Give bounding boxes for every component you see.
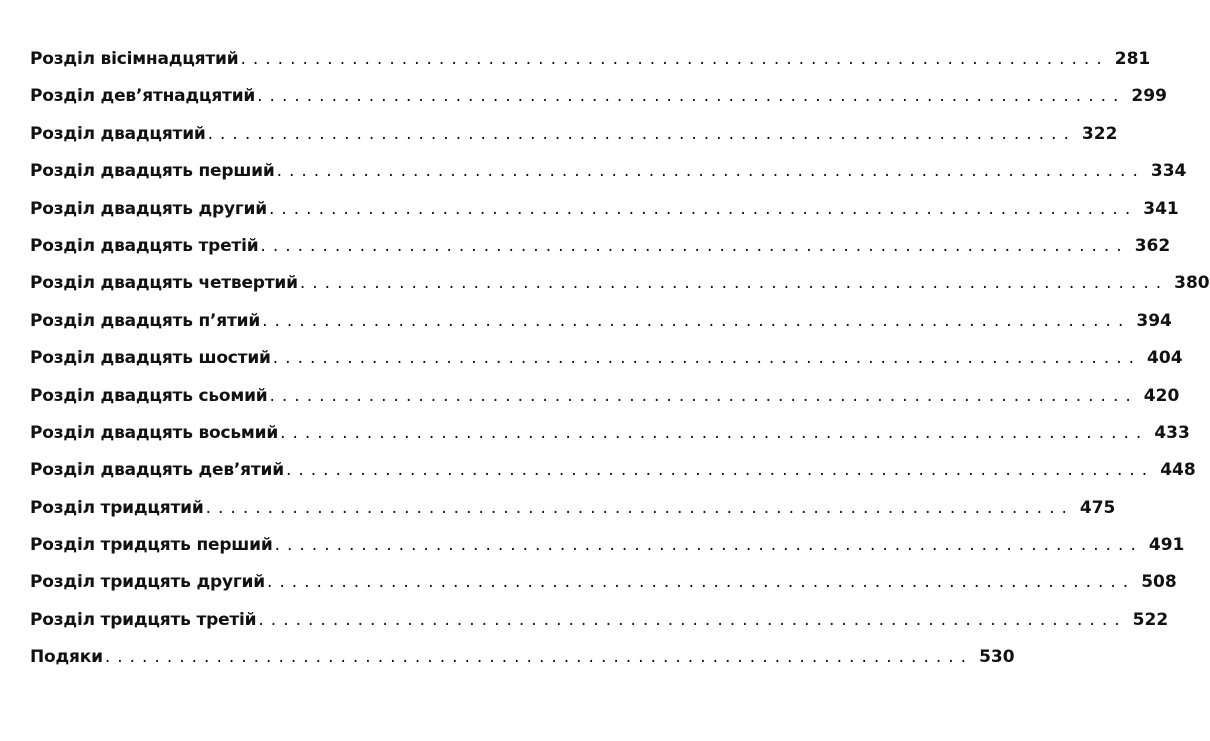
toc-entry-page: 394	[1136, 310, 1172, 331]
dot-leader: ......................................................................	[205, 497, 1074, 518]
dot-leader: ......................................................................	[258, 609, 1127, 630]
toc-entry-page: 491	[1148, 535, 1185, 556]
toc-entry-title: Розділ двадцять восьмий	[30, 422, 279, 443]
dot-leader: ......................................................................	[260, 235, 1129, 256]
toc-entry-title: Розділ тридцять другий	[30, 572, 265, 593]
dot-leader: ......................................................................	[266, 572, 1136, 593]
toc-entry-page: 522	[1132, 609, 1169, 630]
toc-entry[interactable]	[30, 194, 1179, 231]
toc-entry-page: 281	[1114, 49, 1151, 69]
toc-entry-title: Подяки	[30, 647, 103, 668]
toc-entry-title: Розділ двадцять сьомий	[30, 385, 268, 406]
toc-entry[interactable]	[30, 156, 1187, 193]
dot-leader: ......................................................................	[299, 273, 1169, 294]
toc-entry[interactable]	[30, 605, 1169, 642]
toc-entry-title: Розділ тридцять перший	[30, 535, 273, 556]
toc-entry[interactable]	[30, 567, 1177, 604]
dot-leader: ......................................................................	[274, 535, 1143, 556]
dot-leader: ......................................................................	[268, 198, 1138, 219]
dot-leader: ......................................................................	[207, 123, 1076, 144]
toc-entry-title: Розділ двадцять дев’ятий	[30, 460, 284, 481]
toc-entry[interactable]	[30, 44, 1151, 81]
toc-entry-title: Розділ двадцять четвертий	[30, 273, 298, 294]
toc-entry[interactable]	[30, 381, 1180, 418]
toc-entry-page: 299	[1131, 86, 1167, 107]
dot-leader: ......................................................................	[240, 49, 1109, 69]
dot-leader: ......................................................................	[104, 647, 974, 668]
toc-entry[interactable]	[30, 268, 1210, 305]
toc-entry-title: Розділ двадцять перший	[30, 161, 275, 182]
toc-entry-title: Розділ двадцятий	[30, 123, 206, 144]
toc-entry-title: Розділ тридцятий	[30, 497, 204, 518]
toc-entry-title: Розділ двадцять шостий	[30, 348, 271, 369]
toc-entry-page: 322	[1081, 123, 1118, 144]
dot-leader: ......................................................................	[272, 348, 1142, 369]
toc-entry-page: 380	[1174, 273, 1210, 294]
toc-entry-page: 433	[1154, 422, 1190, 443]
dot-leader: ......................................................................	[276, 161, 1145, 182]
table-of-contents	[30, 44, 1210, 680]
toc-entry-page: 448	[1160, 460, 1196, 481]
toc-entry[interactable]	[30, 455, 1196, 492]
dot-leader: ......................................................................	[280, 422, 1149, 443]
toc-entry-page: 420	[1143, 385, 1180, 406]
toc-entry-title: Розділ дев’ятнадцятий	[30, 86, 256, 107]
toc-entry-page: 475	[1079, 497, 1116, 518]
toc-entry[interactable]	[30, 343, 1183, 380]
toc-entry-title: Розділ вісімнадцятий	[30, 49, 239, 69]
toc-entry[interactable]	[30, 418, 1190, 455]
dot-leader: ......................................................................	[285, 460, 1155, 481]
toc-entry-page: 508	[1141, 572, 1177, 593]
toc-entry-page: 404	[1147, 348, 1183, 369]
toc-entry-title: Розділ двадцять другий	[30, 198, 267, 219]
toc-entry-title: Розділ двадцять п’ятий	[30, 310, 261, 331]
dot-leader: ......................................................................	[257, 86, 1126, 107]
dot-leader: ......................................................................	[269, 385, 1138, 406]
toc-entry[interactable]	[30, 493, 1116, 530]
toc-entry-page: 530	[979, 647, 1015, 668]
toc-entry[interactable]	[30, 642, 1015, 679]
toc-entry[interactable]	[30, 81, 1167, 118]
toc-entry-page: 362	[1134, 235, 1171, 256]
toc-entry-title: Розділ двадцять третій	[30, 235, 259, 256]
toc-entry-title: Розділ тридцять третій	[30, 609, 257, 630]
toc-entry-page: 341	[1143, 198, 1179, 219]
toc-entry-page: 334	[1150, 161, 1187, 182]
toc-entry[interactable]	[30, 119, 1118, 156]
toc-entry[interactable]	[30, 306, 1172, 343]
toc-entry[interactable]	[30, 530, 1185, 567]
dot-leader: ......................................................................	[262, 310, 1131, 331]
toc-entry[interactable]	[30, 231, 1171, 268]
